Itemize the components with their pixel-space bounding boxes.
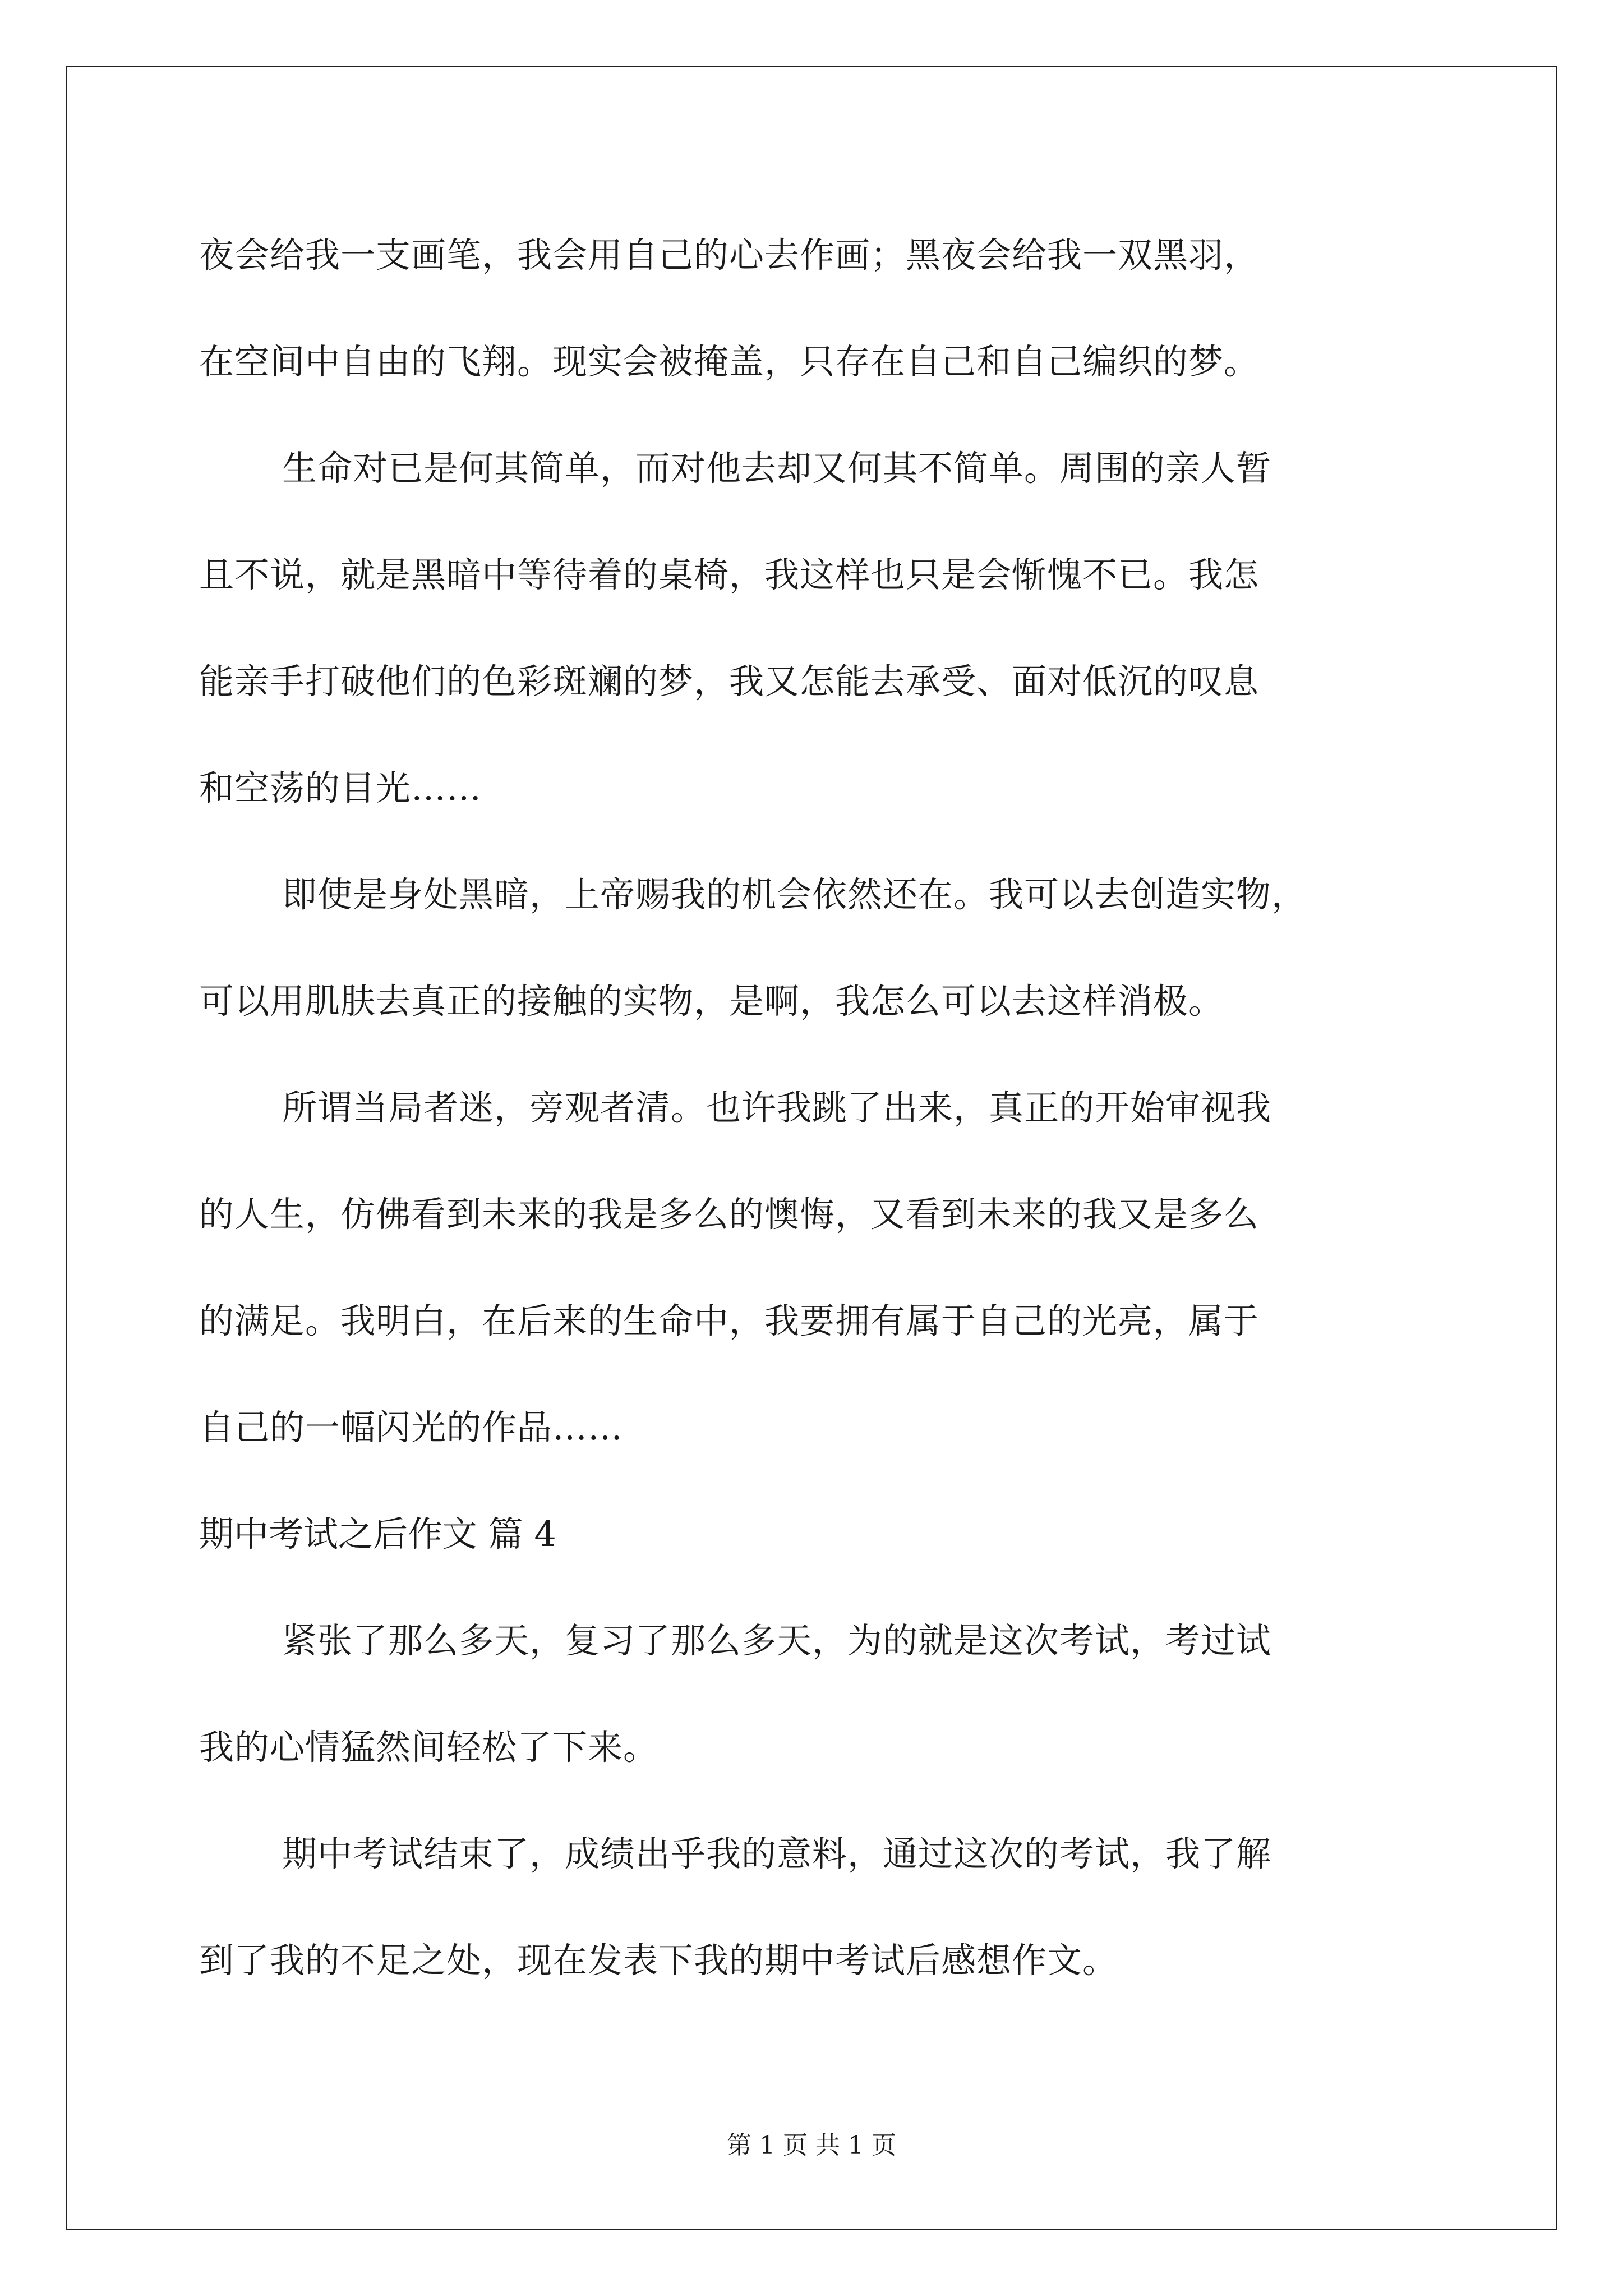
text-line: 生命对已是何其简单，而对他去却又何其不简单。周围的亲人暂 [282, 448, 1272, 489]
page-number: 第 1 页 共 1 页 [727, 2131, 896, 2160]
text-line: 的满足。我明白，在后来的生命中，我要拥有属于自己的光亮，属于 [199, 1300, 1260, 1341]
text-line: 和空荡的目光…… [199, 767, 482, 808]
text-line: 且不说，就是黑暗中等待着的桌椅，我这样也只是会惭愧不已。我怎 [199, 554, 1260, 595]
text-line: 能亲手打破他们的色彩斑斓的梦，我又怎能去承受、面对低沉的叹息 [199, 661, 1260, 702]
text-line: 即使是身处黑暗，上帝赐我的机会依然还在。我可以去创造实物， [282, 874, 1307, 915]
text-line: 自己的一幅闪光的作品…… [199, 1407, 624, 1448]
text-line: 期中考试结束了，成绩出乎我的意料，通过这次的考试，我了解 [282, 1833, 1272, 1874]
text-line: 紧张了那么多天，复习了那么多天，为的就是这次考试，考过试 [282, 1620, 1272, 1661]
text-line: 可以用肌肤去真正的接触的实物，是啊，我怎么可以去这样消极。 [199, 981, 1224, 1022]
document-body [199, 202, 1433, 2014]
text-line: 的人生，仿佛看到未来的我是多么的懊悔，又看到未来的我又是多么 [199, 1194, 1260, 1235]
section-heading: 期中考试之后作文 篇 4 [199, 1513, 556, 1554]
text-line: 到了我的不足之处，现在发表下我的期中考试后感想作文。 [199, 1940, 1118, 1981]
text-line: 在空间中自由的飞翔。现实会被掩盖，只存在自己和自己编织的梦。 [199, 341, 1260, 382]
text-line: 夜会给我一支画笔，我会用自己的心去作画；黑夜会给我一双黑羽， [199, 234, 1260, 275]
text-line: 我的心情猛然间轻松了下来。 [199, 1727, 659, 1768]
text-line: 所谓当局者迷，旁观者清。也许我跳了出来，真正的开始审视我 [282, 1087, 1272, 1128]
